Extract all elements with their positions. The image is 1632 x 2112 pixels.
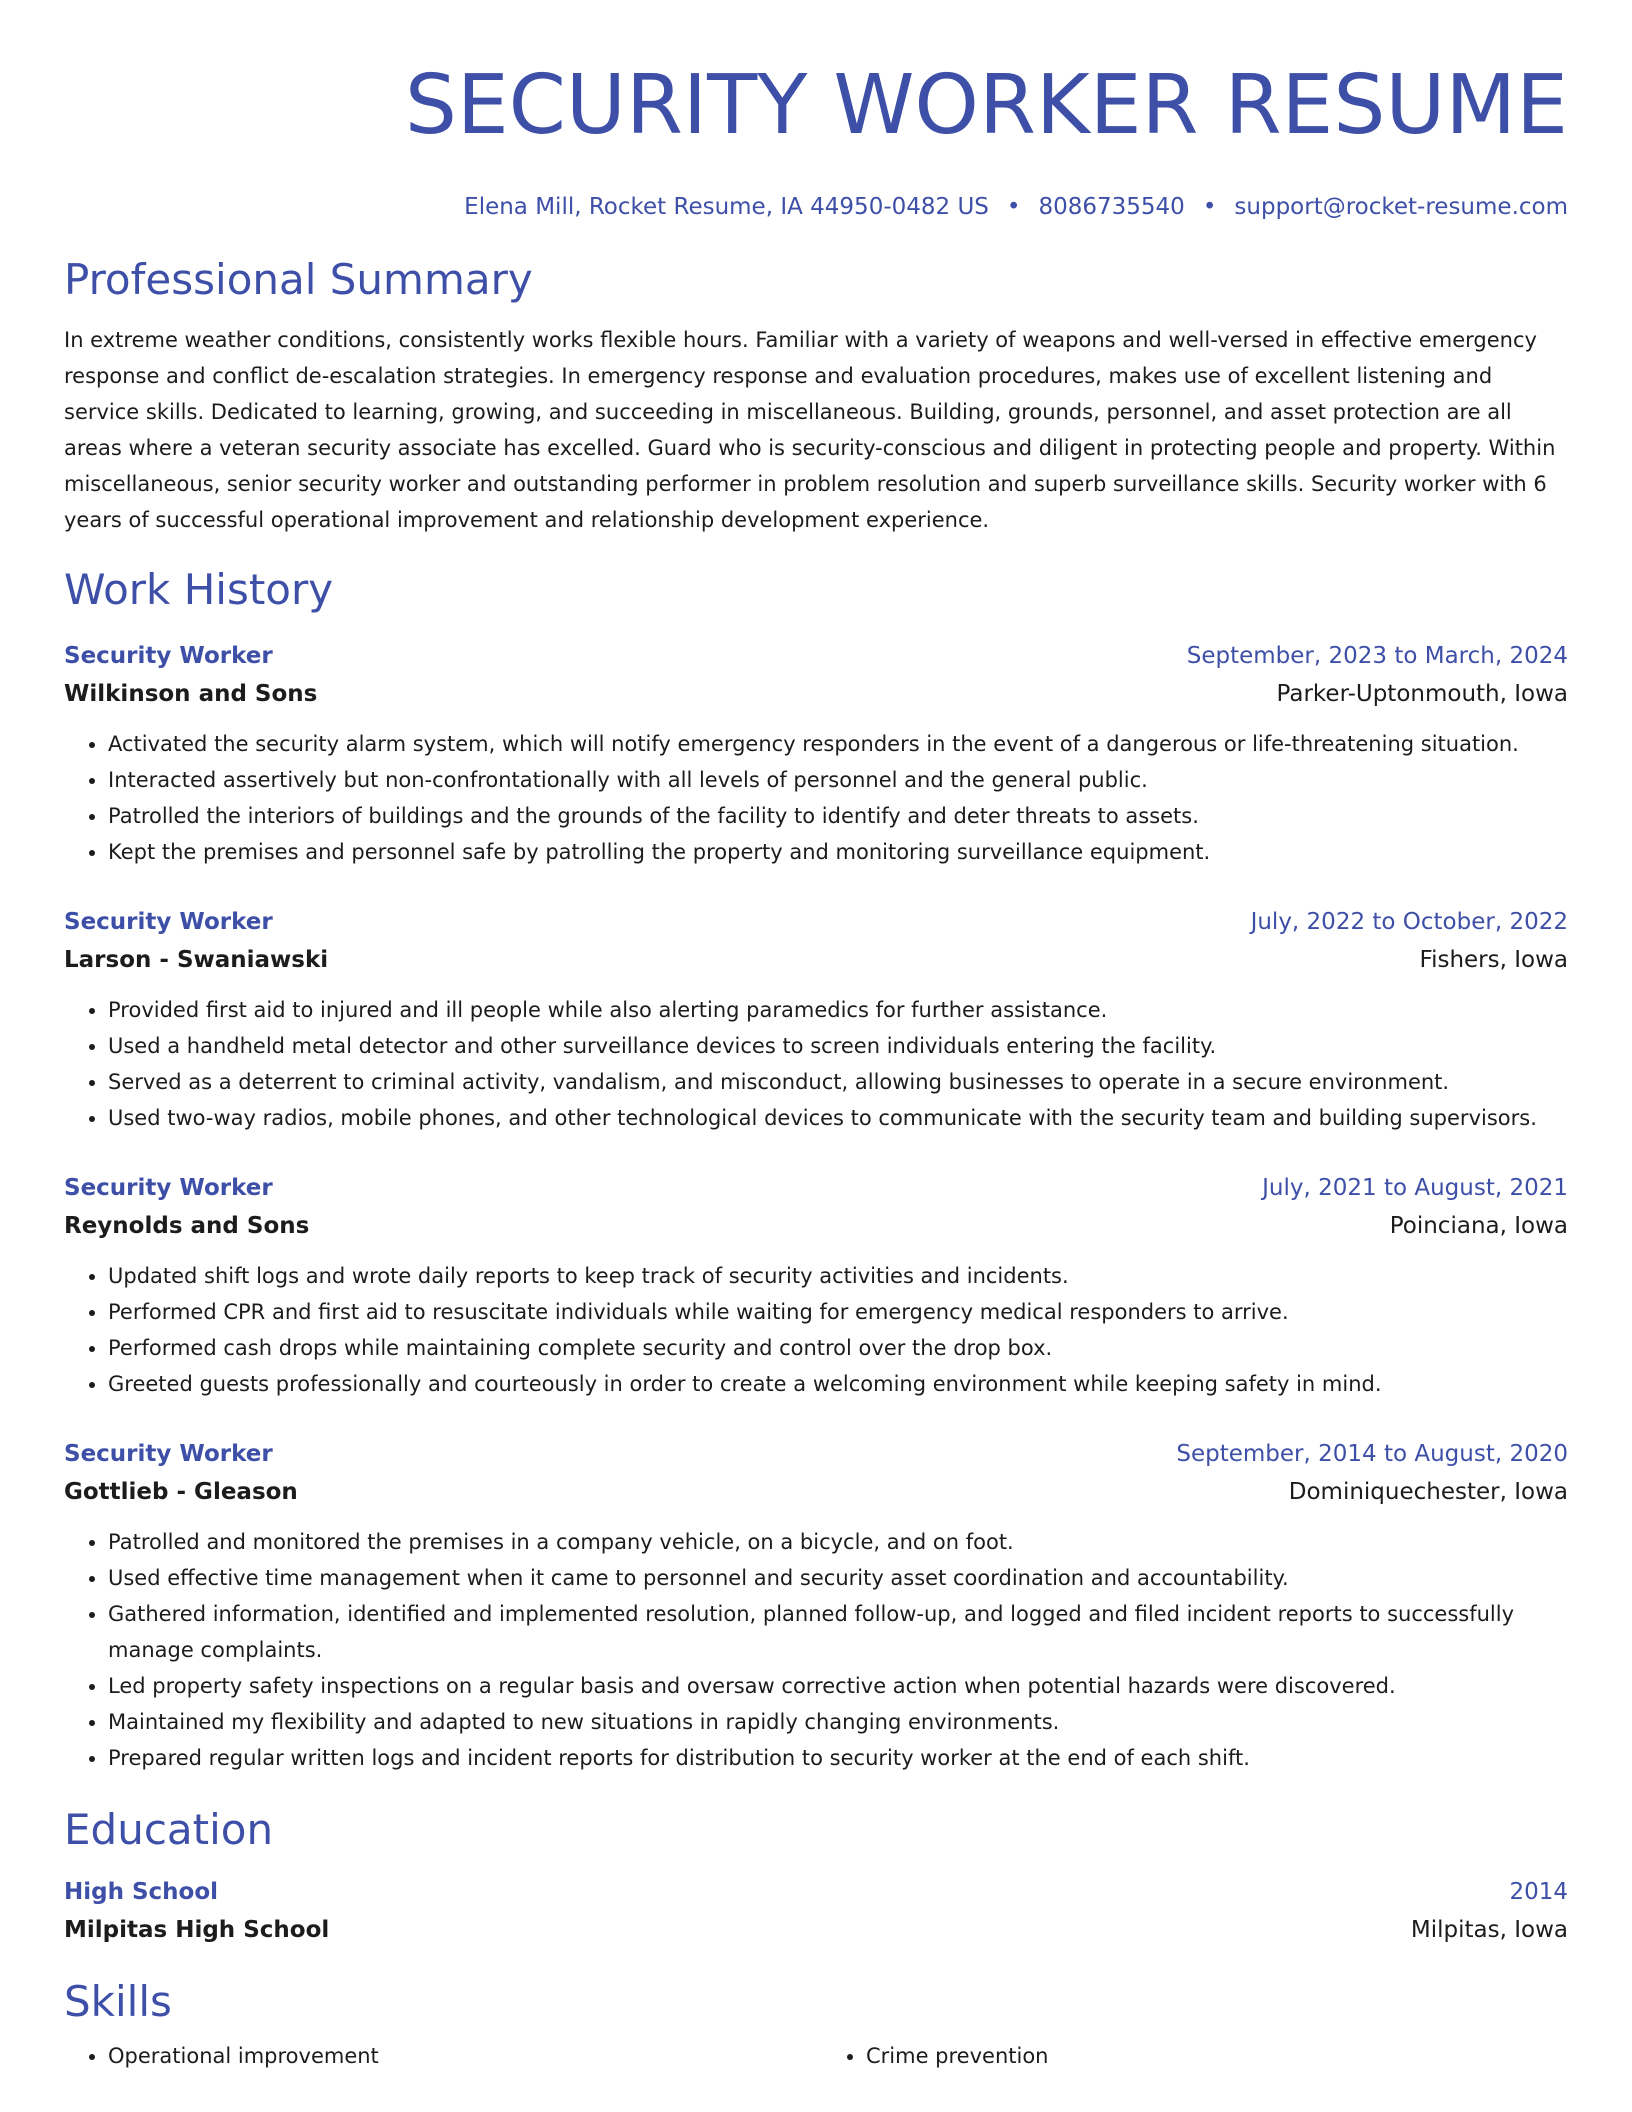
job-duty: • Maintained my flexibility and adapted to new situations in rapidly changing environments. [108, 1704, 1568, 1740]
job-duty: • Used effective time management when it came to personnel and security asset coordination and accountability. [108, 1560, 1568, 1596]
summary-heading: Professional Summary [64, 255, 533, 304]
contact-separator: • [1202, 194, 1217, 220]
job-duty: • Gathered information, identified and implemented resolution, planned follow-up, and logged and filed incident reports to successfully manage complaints. [108, 1596, 1568, 1668]
job-duty: • Used a handheld metal detector and other surveillance devices to screen individuals entering the facility. [108, 1028, 1568, 1064]
job-location: Dominiquechester, Iowa [1288, 1479, 1568, 1505]
resume-page [64, 0, 1568, 2074]
skill-item: • Operational improvement [108, 2038, 808, 2074]
job-title: Security Worker [64, 1441, 273, 1467]
job-duty: • Provided first aid to injured and ill people while also alerting paramedics for further assistance. [108, 992, 1568, 1028]
education-degree: High School [64, 1879, 219, 1905]
skill-item: • Crime prevention [866, 2038, 1566, 2074]
job-duty: • Greeted guests professionally and courteously in order to create a welcoming environment while keeping safety in mind. [108, 1366, 1568, 1402]
job-dates: September, 2014 to August, 2020 [1176, 1441, 1568, 1467]
job-location: Poinciana, Iowa [1389, 1213, 1568, 1239]
job-duty: • Kept the premises and personnel safe by patrolling the property and monitoring surveillance equipment. [108, 834, 1568, 870]
job-duties [64, 1524, 1568, 1776]
skills-list [64, 2038, 1568, 2074]
job-location: Parker-Uptonmouth, Iowa [1276, 681, 1568, 707]
summary-text: In extreme weather conditions, consistently works flexible hours. Familiar with a variety of weapons and well-versed in effective emergency response and conflict de-escalation strategies. In emergency response and evaluation procedures, makes use of excellent listening and service skills. Dedicated to learning, growing, and succeeding in miscellaneous. Building, grounds, personnel, and asset protection are all areas where a veteran security associate has excelled. Guard who is security-conscious and diligent in protecting people and property. Within miscellaneous, senior security worker and outstanding performer in problem resolution and superb surveillance skills. Security worker with 6 years of successful operational improvement and relationship development experience. [64, 328, 1556, 532]
job-duty: • Updated shift logs and wrote daily reports to keep track of security activities and incidents. [108, 1258, 1568, 1294]
education-location: Milpitas, Iowa [1410, 1917, 1568, 1943]
job-location: Fishers, Iowa [1419, 947, 1568, 973]
contact-line [64, 192, 1568, 222]
job-duty: • Used two-way radios, mobile phones, and other technological devices to communicate with the security team and building supervisors. [108, 1100, 1568, 1136]
contact-phone: 8086735540 [1038, 194, 1185, 220]
job-entry [64, 1170, 1568, 1402]
education-school: Milpitas High School [64, 1917, 330, 1943]
job-duty: • Prepared regular written logs and incident reports for distribution to security worker at the end of each shift. [108, 1740, 1568, 1776]
job-title: Security Worker [64, 909, 273, 935]
skills-heading: Skills [64, 1977, 172, 2026]
job-duty: • Patrolled the interiors of buildings and the grounds of the facility to identify and deter threats to assets. [108, 798, 1568, 834]
job-duty: • Performed CPR and first aid to resuscitate individuals while waiting for emergency medical responders to arrive. [108, 1294, 1568, 1330]
skills-column-right [808, 2038, 1566, 2074]
job-duty: • Performed cash drops while maintaining complete security and control over the drop box. [108, 1330, 1568, 1366]
job-dates: July, 2021 to August, 2021 [1262, 1175, 1568, 1201]
job-duties [64, 1258, 1568, 1402]
job-employer: Gottlieb - Gleason [64, 1479, 298, 1505]
job-entry [64, 904, 1568, 1136]
education-entry [64, 1874, 1568, 1950]
job-duties [64, 992, 1568, 1136]
skills-column-left [64, 2038, 808, 2074]
job-entry [64, 1436, 1568, 1776]
job-employer: Reynolds and Sons [64, 1213, 310, 1239]
job-duties [64, 726, 1568, 870]
job-duty: • Led property safety inspections on a regular basis and oversaw corrective action when potential hazards were discovered. [108, 1668, 1568, 1704]
job-duty: • Patrolled and monitored the premises in a company vehicle, on a bicycle, and on foot. [108, 1524, 1568, 1560]
job-dates: September, 2023 to March, 2024 [1186, 643, 1568, 669]
education-year: 2014 [1509, 1879, 1568, 1905]
job-entry [64, 638, 1568, 870]
job-duty: • Activated the security alarm system, which will notify emergency responders in the event of a dangerous or life-threatening situation. [108, 726, 1568, 762]
job-duty: • Interacted assertively but non-confrontationally with all levels of personnel and the general public. [108, 762, 1568, 798]
contact-separator: • [1006, 194, 1021, 220]
job-title: Security Worker [64, 1175, 273, 1201]
resume-title: SECURITY WORKER RESUME [404, 58, 1568, 153]
contact-address: Elena Mill, Rocket Resume, IA 44950-0482 US [464, 194, 989, 220]
work-history-heading: Work History [64, 565, 334, 614]
education-heading: Education [64, 1805, 274, 1854]
job-duty: • Served as a deterrent to criminal activity, vandalism, and misconduct, allowing businesses to operate in a secure environment. [108, 1064, 1568, 1100]
contact-email: support@rocket-resume.com [1234, 194, 1568, 220]
job-employer: Larson - Swaniawski [64, 947, 329, 973]
job-title: Security Worker [64, 643, 273, 669]
job-dates: July, 2022 to October, 2022 [1250, 909, 1568, 935]
job-employer: Wilkinson and Sons [64, 681, 318, 707]
